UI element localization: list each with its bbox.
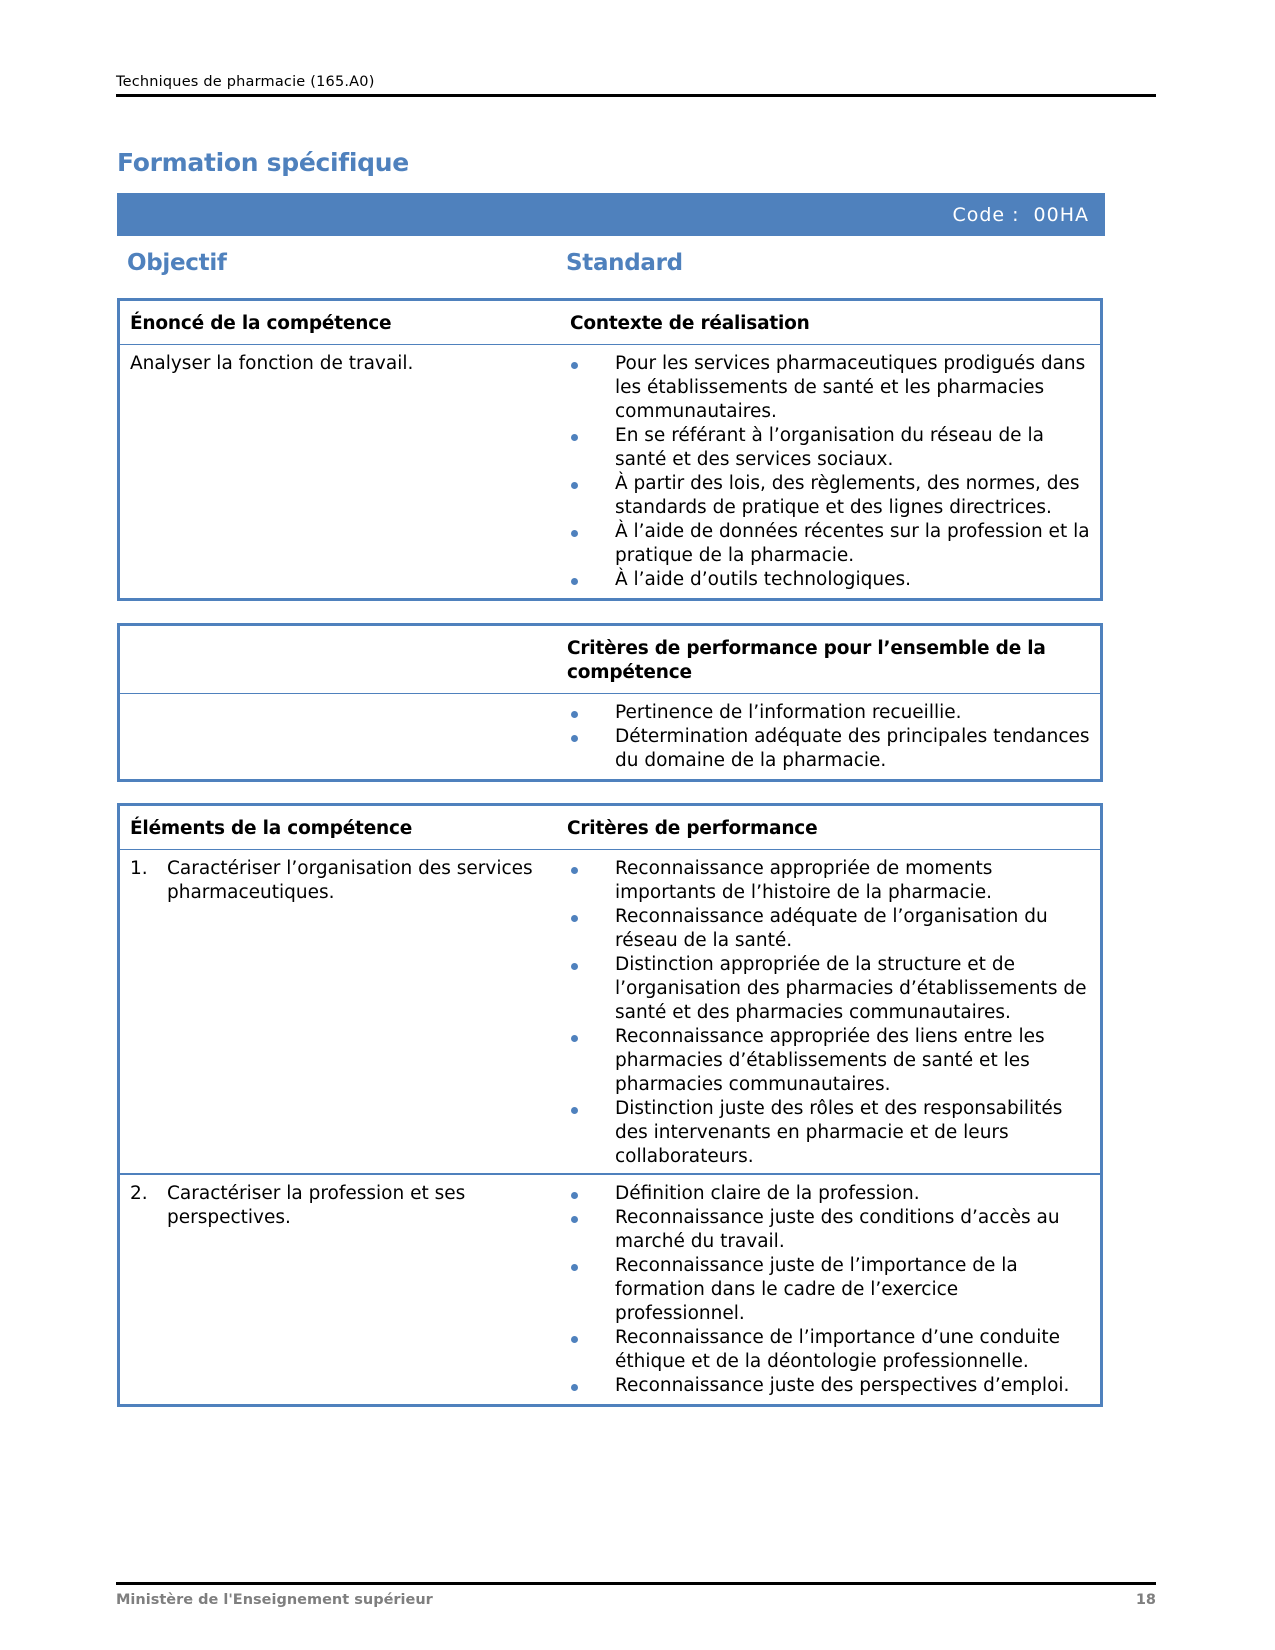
- code-bar: [117, 193, 1105, 236]
- list-item: Reconnaissance adéquate de l’organisation du réseau de la santé.: [567, 905, 1090, 953]
- list-item: En se référant à l’organisation du réseau de la santé et des services sociaux.: [567, 424, 1090, 472]
- element-number: 1.: [130, 858, 148, 879]
- list-item: Reconnaissance de l’importance d’une conduite éthique et de la déontologie professionnelle.: [567, 1326, 1090, 1374]
- bullet-icon: [571, 915, 578, 922]
- bullet-icon: [571, 1336, 578, 1343]
- element-text: Caractériser la profession et ses perspectives.: [167, 1183, 466, 1228]
- section-title: Formation spécifique: [117, 148, 409, 177]
- empty-body-cell: [119, 694, 568, 781]
- element-1: [130, 857, 567, 905]
- global-criteria-header: Critères de performance pour l’ensemble de la compétence: [567, 625, 1102, 694]
- footer-rule: [116, 1582, 1156, 1585]
- bullet-icon: [571, 1107, 578, 1114]
- global-criteria-table: [117, 623, 1103, 782]
- element-text: Caractériser l’organisation des services pharmaceutiques.: [167, 858, 533, 903]
- ministry-name: Ministère de l'Enseignement supérieur: [116, 1592, 433, 1608]
- bullet-icon: [571, 578, 578, 585]
- list-item: À partir des lois, des règlements, des normes, des standards de pratique et des lignes directrices.: [567, 472, 1090, 520]
- competence-statement-table: [117, 298, 1103, 601]
- list-item: Distinction juste des rôles et des responsabilités des intervenants en pharmacie et de leurs collaborateurs.: [567, 1097, 1090, 1169]
- list-item: Détermination adéquate des principales tendances du domaine de la pharmacie.: [567, 725, 1090, 773]
- list-item: Reconnaissance appropriée de moments importants de l’histoire de la pharmacie.: [567, 857, 1090, 905]
- bullet-icon: [571, 735, 578, 742]
- bullet-icon: [571, 867, 578, 874]
- criteria-header: Critères de performance: [567, 805, 1102, 850]
- bullet-icon: [571, 1384, 578, 1391]
- contexte-header: Contexte de réalisation: [567, 300, 1102, 345]
- element-2-criteria: [567, 1182, 1090, 1398]
- global-criteria-list: [567, 701, 1090, 773]
- list-item: Reconnaissance appropriée des liens entre les pharmacies d’établissements de santé et les pharmacies communautaires.: [567, 1025, 1090, 1097]
- bullet-icon: [571, 434, 578, 441]
- list-item: Pertinence de l’information recueillie.: [567, 701, 1090, 725]
- list-item: Reconnaissance juste de l’importance de la formation dans le cadre de l’exercice professionnel.: [567, 1254, 1090, 1326]
- list-item: Distinction appropriée de la structure et de l’organisation des pharmacies d’établissements de santé et des pharmacies communautaires.: [567, 953, 1090, 1025]
- page-number: 18: [1135, 1592, 1156, 1608]
- list-item: À l’aide d’outils technologiques.: [567, 568, 1090, 592]
- list-item: Reconnaissance juste des perspectives d’emploi.: [567, 1374, 1090, 1398]
- elements-header: Éléments de la compétence: [119, 805, 568, 850]
- list-item: À l’aide de données récentes sur la profession et la pratique de la pharmacie.: [567, 520, 1090, 568]
- bullet-icon: [571, 963, 578, 970]
- enonce-header: Énoncé de la compétence: [119, 300, 568, 345]
- enonce-text: Analyser la fonction de travail.: [130, 353, 414, 374]
- code-label: Code :: [952, 203, 1020, 226]
- element-2: [130, 1182, 567, 1230]
- bullet-icon: [571, 1264, 578, 1271]
- element-number: 2.: [130, 1183, 148, 1204]
- list-item: Définition claire de la profession.: [567, 1182, 1090, 1206]
- list-item: Reconnaissance juste des conditions d’accès au marché du travail.: [567, 1206, 1090, 1254]
- page-header: [116, 74, 1156, 97]
- program-title: Techniques de pharmacie (165.A0): [116, 74, 375, 90]
- empty-header-cell: [119, 625, 568, 694]
- standard-heading: Standard: [566, 250, 683, 276]
- bullet-icon: [571, 1035, 578, 1042]
- bullet-icon: [571, 1192, 578, 1199]
- objectif-heading: Objectif: [127, 250, 227, 276]
- bullet-icon: [571, 530, 578, 537]
- page-footer: [116, 1582, 1156, 1608]
- code-value: 00HA: [1033, 203, 1089, 226]
- list-item: Pour les services pharmaceutiques prodigués dans les établissements de santé et les pharmacies communautaires.: [567, 352, 1090, 424]
- elements-table: [117, 803, 1103, 1407]
- element-1-criteria: [567, 857, 1090, 1169]
- header-rule: [116, 94, 1156, 97]
- bullet-icon: [571, 711, 578, 718]
- bullet-icon: [571, 1216, 578, 1223]
- bullet-icon: [571, 362, 578, 369]
- bullet-icon: [571, 482, 578, 489]
- contexte-list: [567, 352, 1090, 592]
